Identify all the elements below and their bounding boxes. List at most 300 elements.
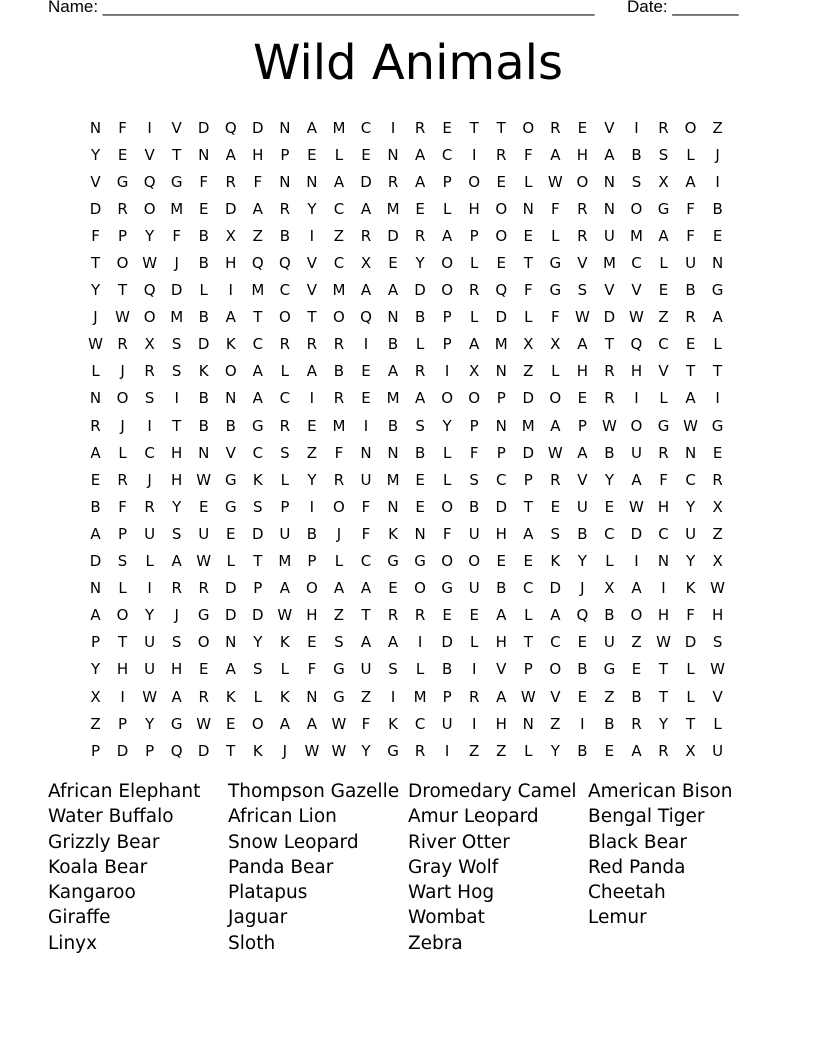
grid-letter[interactable]: D	[116, 741, 129, 760]
grid-letter[interactable]: L	[524, 741, 533, 760]
grid-letter[interactable]: B	[604, 606, 615, 625]
grid-letter[interactable]: B	[496, 579, 507, 598]
grid-letter[interactable]: W	[547, 172, 563, 191]
grid-letter[interactable]: Y	[685, 497, 696, 516]
grid-letter[interactable]: T	[172, 145, 182, 164]
grid-letter[interactable]: W	[574, 308, 590, 327]
grid-letter[interactable]: L	[415, 660, 425, 679]
grid-letter[interactable]: H	[576, 362, 588, 381]
grid-letter[interactable]: R	[658, 741, 669, 760]
grid-letter[interactable]: T	[361, 606, 371, 625]
grid-letter[interactable]: W	[331, 741, 347, 760]
grid-letter[interactable]: V	[658, 362, 669, 381]
grid-letter[interactable]: Z	[631, 633, 642, 652]
grid-letter[interactable]: I	[417, 633, 423, 652]
grid-letter[interactable]: Q	[143, 172, 156, 191]
grid-letter[interactable]: I	[634, 552, 639, 571]
grid-letter[interactable]: C	[360, 118, 372, 137]
grid-letter[interactable]: R	[604, 389, 615, 408]
grid-letter[interactable]: G	[224, 470, 237, 489]
grid-letter[interactable]: W	[196, 552, 212, 571]
grid-letter[interactable]: F	[551, 199, 560, 218]
grid-letter[interactable]: R	[333, 389, 345, 408]
grid-letter[interactable]: P	[496, 443, 506, 462]
grid-letter[interactable]: D	[495, 308, 507, 327]
grid-letter[interactable]: S	[171, 335, 182, 354]
grid-letter[interactable]: P	[145, 741, 155, 760]
grid-letter[interactable]: H	[171, 660, 183, 679]
grid-letter[interactable]: A	[631, 741, 642, 760]
grid-letter[interactable]: K	[685, 579, 696, 598]
grid-letter[interactable]: Y	[145, 226, 155, 245]
grid-letter[interactable]: T	[90, 254, 101, 273]
grid-letter[interactable]: X	[712, 497, 723, 516]
grid-letter[interactable]: G	[116, 172, 129, 191]
grid-letter[interactable]: T	[253, 552, 263, 571]
grid-letter[interactable]: I	[661, 579, 666, 598]
grid-letter[interactable]: I	[147, 416, 152, 435]
grid-letter[interactable]: C	[631, 254, 642, 273]
grid-letter[interactable]: D	[224, 606, 237, 625]
grid-letter[interactable]: C	[252, 335, 264, 354]
grid-letter[interactable]: N	[522, 714, 534, 733]
grid-letter[interactable]: Y	[90, 145, 101, 164]
grid-letter[interactable]: E	[577, 633, 588, 652]
grid-letter[interactable]: O	[468, 552, 481, 571]
grid-letter[interactable]: U	[712, 741, 724, 760]
grid-letter[interactable]: B	[198, 226, 209, 245]
grid-letter[interactable]: U	[603, 633, 615, 652]
grid-letter[interactable]: H	[468, 199, 480, 218]
grid-letter[interactable]: A	[658, 226, 669, 245]
grid-letter[interactable]: B	[631, 145, 642, 164]
grid-letter[interactable]: T	[226, 741, 236, 760]
name-field[interactable]: Name: ____________________________________________________	[48, 0, 595, 16]
grid-letter[interactable]: U	[576, 497, 588, 516]
grid-letter[interactable]: B	[333, 362, 345, 381]
grid-letter[interactable]: E	[523, 552, 534, 571]
grid-letter[interactable]: R	[577, 226, 588, 245]
grid-letter[interactable]: F	[686, 226, 695, 245]
grid-letter[interactable]: B	[577, 660, 588, 679]
grid-letter[interactable]: M	[278, 552, 292, 571]
grid-letter[interactable]: R	[117, 199, 128, 218]
grid-letter[interactable]: V	[144, 145, 155, 164]
grid-letter[interactable]: P	[577, 416, 587, 435]
grid-letter[interactable]: D	[441, 633, 453, 652]
grid-letter[interactable]: F	[686, 606, 695, 625]
grid-letter[interactable]: U	[468, 579, 480, 598]
grid-letter[interactable]: A	[252, 199, 263, 218]
grid-letter[interactable]: R	[414, 226, 426, 245]
grid-letter[interactable]: M	[251, 281, 265, 300]
grid-letter[interactable]: Y	[415, 254, 425, 273]
grid-letter[interactable]: W	[710, 660, 726, 679]
grid-letter[interactable]: I	[174, 389, 179, 408]
grid-letter[interactable]: R	[387, 606, 399, 625]
grid-letter[interactable]: L	[442, 199, 452, 218]
grid-letter[interactable]: P	[280, 145, 290, 164]
grid-letter[interactable]: Y	[172, 497, 182, 516]
grid-letter[interactable]: P	[91, 741, 101, 760]
grid-letter[interactable]: C	[658, 335, 669, 354]
grid-letter[interactable]: E	[550, 497, 561, 516]
grid-letter[interactable]: R	[279, 416, 291, 435]
grid-letter[interactable]: A	[225, 145, 236, 164]
grid-letter[interactable]: V	[577, 254, 588, 273]
grid-letter[interactable]: O	[278, 308, 291, 327]
grid-letter[interactable]: T	[117, 633, 128, 652]
grid-letter[interactable]: P	[280, 497, 290, 516]
grid-letter[interactable]: A	[360, 579, 372, 598]
grid-letter[interactable]: K	[225, 687, 236, 706]
grid-letter[interactable]: J	[147, 470, 152, 489]
grid-letter[interactable]: D	[495, 497, 507, 516]
grid-letter[interactable]: O	[143, 308, 156, 327]
grid-letter[interactable]: A	[171, 552, 182, 571]
grid-letter[interactable]: T	[604, 335, 614, 354]
grid-letter[interactable]: L	[470, 633, 479, 652]
grid-letter[interactable]: K	[388, 714, 398, 733]
grid-letter[interactable]: J	[174, 606, 179, 625]
grid-letter[interactable]: R	[468, 687, 480, 706]
grid-letter[interactable]: V	[577, 470, 588, 489]
grid-letter[interactable]: P	[469, 416, 479, 435]
grid-letter[interactable]: O	[197, 633, 210, 652]
grid-letter[interactable]: J	[174, 254, 179, 273]
grid-letter[interactable]: E	[577, 389, 588, 408]
grid-letter[interactable]: O	[468, 172, 481, 191]
grid-letter[interactable]: Y	[442, 416, 452, 435]
grid-letter[interactable]: T	[523, 633, 533, 652]
grid-letter[interactable]: Y	[145, 606, 155, 625]
grid-letter[interactable]: L	[415, 335, 425, 354]
grid-letter[interactable]: B	[469, 497, 480, 516]
grid-letter[interactable]: A	[279, 714, 290, 733]
grid-letter[interactable]: N	[89, 579, 102, 598]
grid-letter[interactable]: B	[387, 416, 399, 435]
grid-letter[interactable]: A	[523, 524, 534, 543]
grid-letter[interactable]: B	[279, 226, 290, 245]
grid-letter[interactable]: J	[120, 416, 125, 435]
grid-letter[interactable]: R	[387, 172, 399, 191]
grid-letter[interactable]: Z	[496, 741, 507, 760]
grid-letter[interactable]: O	[305, 579, 318, 598]
grid-letter[interactable]: H	[116, 660, 129, 679]
grid-letter[interactable]: R	[333, 335, 345, 354]
grid-letter[interactable]: H	[657, 497, 670, 516]
grid-letter[interactable]: S	[577, 281, 588, 300]
grid-letter[interactable]: D	[224, 199, 237, 218]
grid-letter[interactable]: V	[712, 687, 723, 706]
grid-letter[interactable]: P	[118, 524, 128, 543]
grid-letter[interactable]: W	[629, 308, 644, 327]
grid-letter[interactable]: A	[631, 470, 642, 489]
grid-letter[interactable]: R	[117, 470, 128, 489]
grid-letter[interactable]: G	[197, 606, 210, 625]
grid-letter[interactable]: A	[414, 145, 426, 164]
grid-letter[interactable]: E	[226, 524, 236, 543]
grid-letter[interactable]: M	[332, 416, 346, 435]
grid-letter[interactable]: G	[170, 714, 183, 733]
grid-letter[interactable]: N	[89, 389, 102, 408]
grid-letter[interactable]: A	[631, 579, 642, 598]
grid-letter[interactable]: M	[386, 389, 400, 408]
grid-letter[interactable]: V	[171, 118, 182, 137]
grid-letter[interactable]: M	[521, 416, 535, 435]
grid-letter[interactable]: T	[117, 281, 128, 300]
grid-letter[interactable]: R	[414, 118, 426, 137]
grid-letter[interactable]: E	[307, 416, 317, 435]
grid-letter[interactable]: D	[360, 172, 372, 191]
grid-letter[interactable]: R	[333, 470, 345, 489]
grid-letter[interactable]: R	[144, 362, 155, 381]
grid-letter[interactable]: F	[361, 714, 371, 733]
grid-letter[interactable]: K	[388, 524, 398, 543]
grid-letter[interactable]: E	[577, 687, 588, 706]
grid-letter[interactable]: X	[685, 741, 696, 760]
grid-letter[interactable]: G	[657, 416, 670, 435]
grid-letter[interactable]: W	[142, 687, 158, 706]
grid-letter[interactable]: U	[685, 254, 697, 273]
grid-letter[interactable]: L	[524, 172, 533, 191]
grid-letter[interactable]: A	[360, 199, 372, 218]
grid-letter[interactable]: Z	[333, 226, 345, 245]
grid-letter[interactable]: K	[279, 633, 290, 652]
grid-letter[interactable]: Z	[252, 226, 263, 245]
grid-letter[interactable]: U	[441, 714, 453, 733]
grid-letter[interactable]: W	[520, 687, 536, 706]
grid-letter[interactable]: B	[577, 524, 588, 543]
grid-letter[interactable]: Y	[550, 741, 560, 760]
grid-letter[interactable]: E	[90, 470, 101, 489]
grid-letter[interactable]: E	[496, 552, 506, 571]
grid-letter[interactable]: H	[630, 362, 643, 381]
grid-letter[interactable]: D	[684, 633, 697, 652]
grid-letter[interactable]: T	[307, 308, 317, 327]
grid-letter[interactable]: O	[630, 606, 643, 625]
grid-letter[interactable]: A	[387, 362, 399, 381]
grid-letter[interactable]: Q	[495, 281, 508, 300]
grid-letter[interactable]: D	[89, 199, 102, 218]
grid-letter[interactable]: I	[471, 660, 477, 679]
grid-letter[interactable]: G	[711, 416, 724, 435]
grid-letter[interactable]: O	[116, 389, 129, 408]
grid-letter[interactable]: K	[198, 362, 209, 381]
grid-letter[interactable]: F	[361, 497, 371, 516]
grid-letter[interactable]: W	[629, 497, 644, 516]
grid-letter[interactable]: T	[523, 497, 533, 516]
grid-letter[interactable]: R	[604, 362, 615, 381]
grid-letter[interactable]: L	[686, 687, 695, 706]
grid-letter[interactable]: O	[522, 118, 535, 137]
grid-letter[interactable]: R	[658, 118, 669, 137]
grid-letter[interactable]: R	[658, 443, 669, 462]
grid-letter[interactable]: B	[198, 389, 209, 408]
grid-letter[interactable]: S	[144, 389, 155, 408]
grid-letter[interactable]: I	[634, 118, 639, 137]
grid-letter[interactable]: W	[683, 416, 698, 435]
grid-letter[interactable]: I	[120, 687, 125, 706]
grid-letter[interactable]: H	[495, 714, 507, 733]
grid-letter[interactable]: V	[604, 118, 615, 137]
grid-letter[interactable]: I	[580, 714, 585, 733]
grid-letter[interactable]: O	[468, 389, 481, 408]
grid-letter[interactable]: N	[279, 118, 291, 137]
grid-letter[interactable]: X	[144, 335, 155, 354]
grid-letter[interactable]: C	[523, 579, 534, 598]
grid-letter[interactable]: X	[360, 254, 372, 273]
grid-letter[interactable]: T	[496, 118, 506, 137]
grid-letter[interactable]: N	[711, 254, 724, 273]
grid-letter[interactable]: O	[495, 226, 508, 245]
grid-letter[interactable]: O	[333, 497, 345, 516]
grid-letter[interactable]: P	[118, 226, 128, 245]
grid-letter[interactable]: S	[550, 524, 561, 543]
grid-letter[interactable]: E	[226, 714, 236, 733]
grid-letter[interactable]: R	[360, 226, 372, 245]
grid-letter[interactable]: T	[469, 118, 479, 137]
grid-letter[interactable]: J	[715, 145, 720, 164]
grid-letter[interactable]: J	[580, 579, 585, 598]
grid-letter[interactable]: U	[360, 470, 372, 489]
grid-letter[interactable]: B	[441, 660, 453, 679]
grid-letter[interactable]: N	[306, 172, 318, 191]
grid-letter[interactable]: S	[171, 362, 182, 381]
grid-letter[interactable]: D	[603, 308, 616, 327]
grid-letter[interactable]: W	[196, 470, 212, 489]
grid-letter[interactable]: O	[251, 714, 264, 733]
grid-letter[interactable]: R	[225, 172, 236, 191]
grid-letter[interactable]: L	[659, 254, 668, 273]
grid-letter[interactable]: L	[91, 362, 100, 381]
grid-letter[interactable]: E	[577, 118, 588, 137]
grid-letter[interactable]: E	[604, 497, 615, 516]
grid-letter[interactable]: Q	[360, 308, 372, 327]
grid-letter[interactable]: U	[144, 633, 156, 652]
grid-letter[interactable]: C	[252, 443, 264, 462]
grid-letter[interactable]: A	[414, 172, 426, 191]
grid-letter[interactable]: P	[523, 660, 533, 679]
grid-letter[interactable]: K	[550, 552, 561, 571]
grid-letter[interactable]: D	[252, 524, 264, 543]
grid-letter[interactable]: B	[712, 199, 723, 218]
grid-letter[interactable]: B	[387, 335, 399, 354]
grid-letter[interactable]: U	[198, 524, 210, 543]
grid-letter[interactable]: A	[360, 633, 372, 652]
grid-letter[interactable]: D	[522, 443, 535, 462]
grid-letter[interactable]: A	[550, 416, 561, 435]
grid-letter[interactable]: R	[90, 416, 101, 435]
grid-letter[interactable]: J	[282, 741, 288, 760]
grid-letter[interactable]: B	[685, 281, 696, 300]
grid-letter[interactable]: A	[225, 308, 236, 327]
grid-letter[interactable]: P	[523, 470, 533, 489]
grid-letter[interactable]: O	[441, 281, 454, 300]
grid-letter[interactable]: S	[280, 443, 290, 462]
grid-letter[interactable]: T	[253, 308, 263, 327]
grid-letter[interactable]: H	[495, 524, 507, 543]
grid-letter[interactable]: A	[90, 524, 101, 543]
grid-letter[interactable]: D	[197, 118, 210, 137]
grid-letter[interactable]: G	[549, 281, 562, 300]
grid-letter[interactable]: O	[414, 579, 426, 598]
grid-letter[interactable]: J	[120, 362, 125, 381]
grid-letter[interactable]: O	[441, 552, 454, 571]
grid-letter[interactable]: B	[577, 741, 588, 760]
grid-letter[interactable]: N	[603, 172, 616, 191]
grid-letter[interactable]: B	[414, 308, 426, 327]
grid-letter[interactable]: A	[333, 579, 345, 598]
grid-letter[interactable]: A	[685, 172, 696, 191]
grid-letter[interactable]: S	[631, 172, 642, 191]
grid-letter[interactable]: A	[442, 226, 453, 245]
grid-letter[interactable]: L	[334, 145, 344, 164]
grid-letter[interactable]: A	[387, 633, 399, 652]
grid-letter[interactable]: R	[685, 308, 696, 327]
grid-letter[interactable]: I	[471, 714, 477, 733]
grid-letter[interactable]: X	[523, 335, 534, 354]
grid-letter[interactable]: Z	[333, 606, 345, 625]
grid-letter[interactable]: O	[630, 416, 643, 435]
grid-letter[interactable]: Z	[604, 687, 615, 706]
grid-letter[interactable]: Z	[712, 524, 723, 543]
grid-letter[interactable]: L	[524, 606, 533, 625]
grid-letter[interactable]: I	[147, 118, 152, 137]
grid-letter[interactable]: O	[441, 389, 454, 408]
grid-letter[interactable]: L	[713, 335, 722, 354]
grid-letter[interactable]: S	[171, 524, 182, 543]
grid-letter[interactable]: E	[198, 497, 209, 516]
grid-letter[interactable]: R	[198, 687, 209, 706]
grid-letter[interactable]: H	[576, 145, 588, 164]
grid-letter[interactable]: N	[495, 416, 507, 435]
grid-letter[interactable]: E	[307, 633, 317, 652]
grid-letter[interactable]: L	[605, 552, 614, 571]
grid-letter[interactable]: D	[252, 606, 264, 625]
grid-letter[interactable]: F	[659, 470, 668, 489]
grid-letter[interactable]: E	[712, 226, 723, 245]
grid-letter[interactable]: O	[576, 172, 589, 191]
grid-letter[interactable]: A	[252, 389, 263, 408]
grid-letter[interactable]: N	[387, 145, 399, 164]
grid-letter[interactable]: Y	[90, 281, 101, 300]
grid-letter[interactable]: U	[630, 443, 642, 462]
grid-letter[interactable]: G	[711, 281, 724, 300]
grid-letter[interactable]: D	[197, 335, 210, 354]
grid-letter[interactable]: B	[225, 416, 236, 435]
grid-letter[interactable]: I	[444, 741, 450, 760]
grid-letter[interactable]: I	[309, 389, 315, 408]
grid-letter[interactable]: L	[226, 552, 235, 571]
grid-letter[interactable]: U	[144, 524, 156, 543]
grid-letter[interactable]: K	[252, 741, 263, 760]
grid-letter[interactable]: O	[495, 199, 508, 218]
grid-letter[interactable]: V	[604, 281, 615, 300]
grid-letter[interactable]: U	[603, 226, 615, 245]
grid-letter[interactable]: L	[280, 470, 290, 489]
grid-letter[interactable]: M	[386, 199, 400, 218]
grid-letter[interactable]: Y	[658, 714, 669, 733]
grid-letter[interactable]: X	[604, 579, 615, 598]
grid-letter[interactable]: I	[363, 335, 369, 354]
grid-letter[interactable]: D	[549, 579, 562, 598]
grid-letter[interactable]: O	[549, 660, 562, 679]
grid-letter[interactable]: V	[306, 254, 318, 273]
grid-letter[interactable]: G	[549, 254, 562, 273]
grid-letter[interactable]: T	[713, 362, 723, 381]
grid-letter[interactable]: M	[170, 308, 184, 327]
